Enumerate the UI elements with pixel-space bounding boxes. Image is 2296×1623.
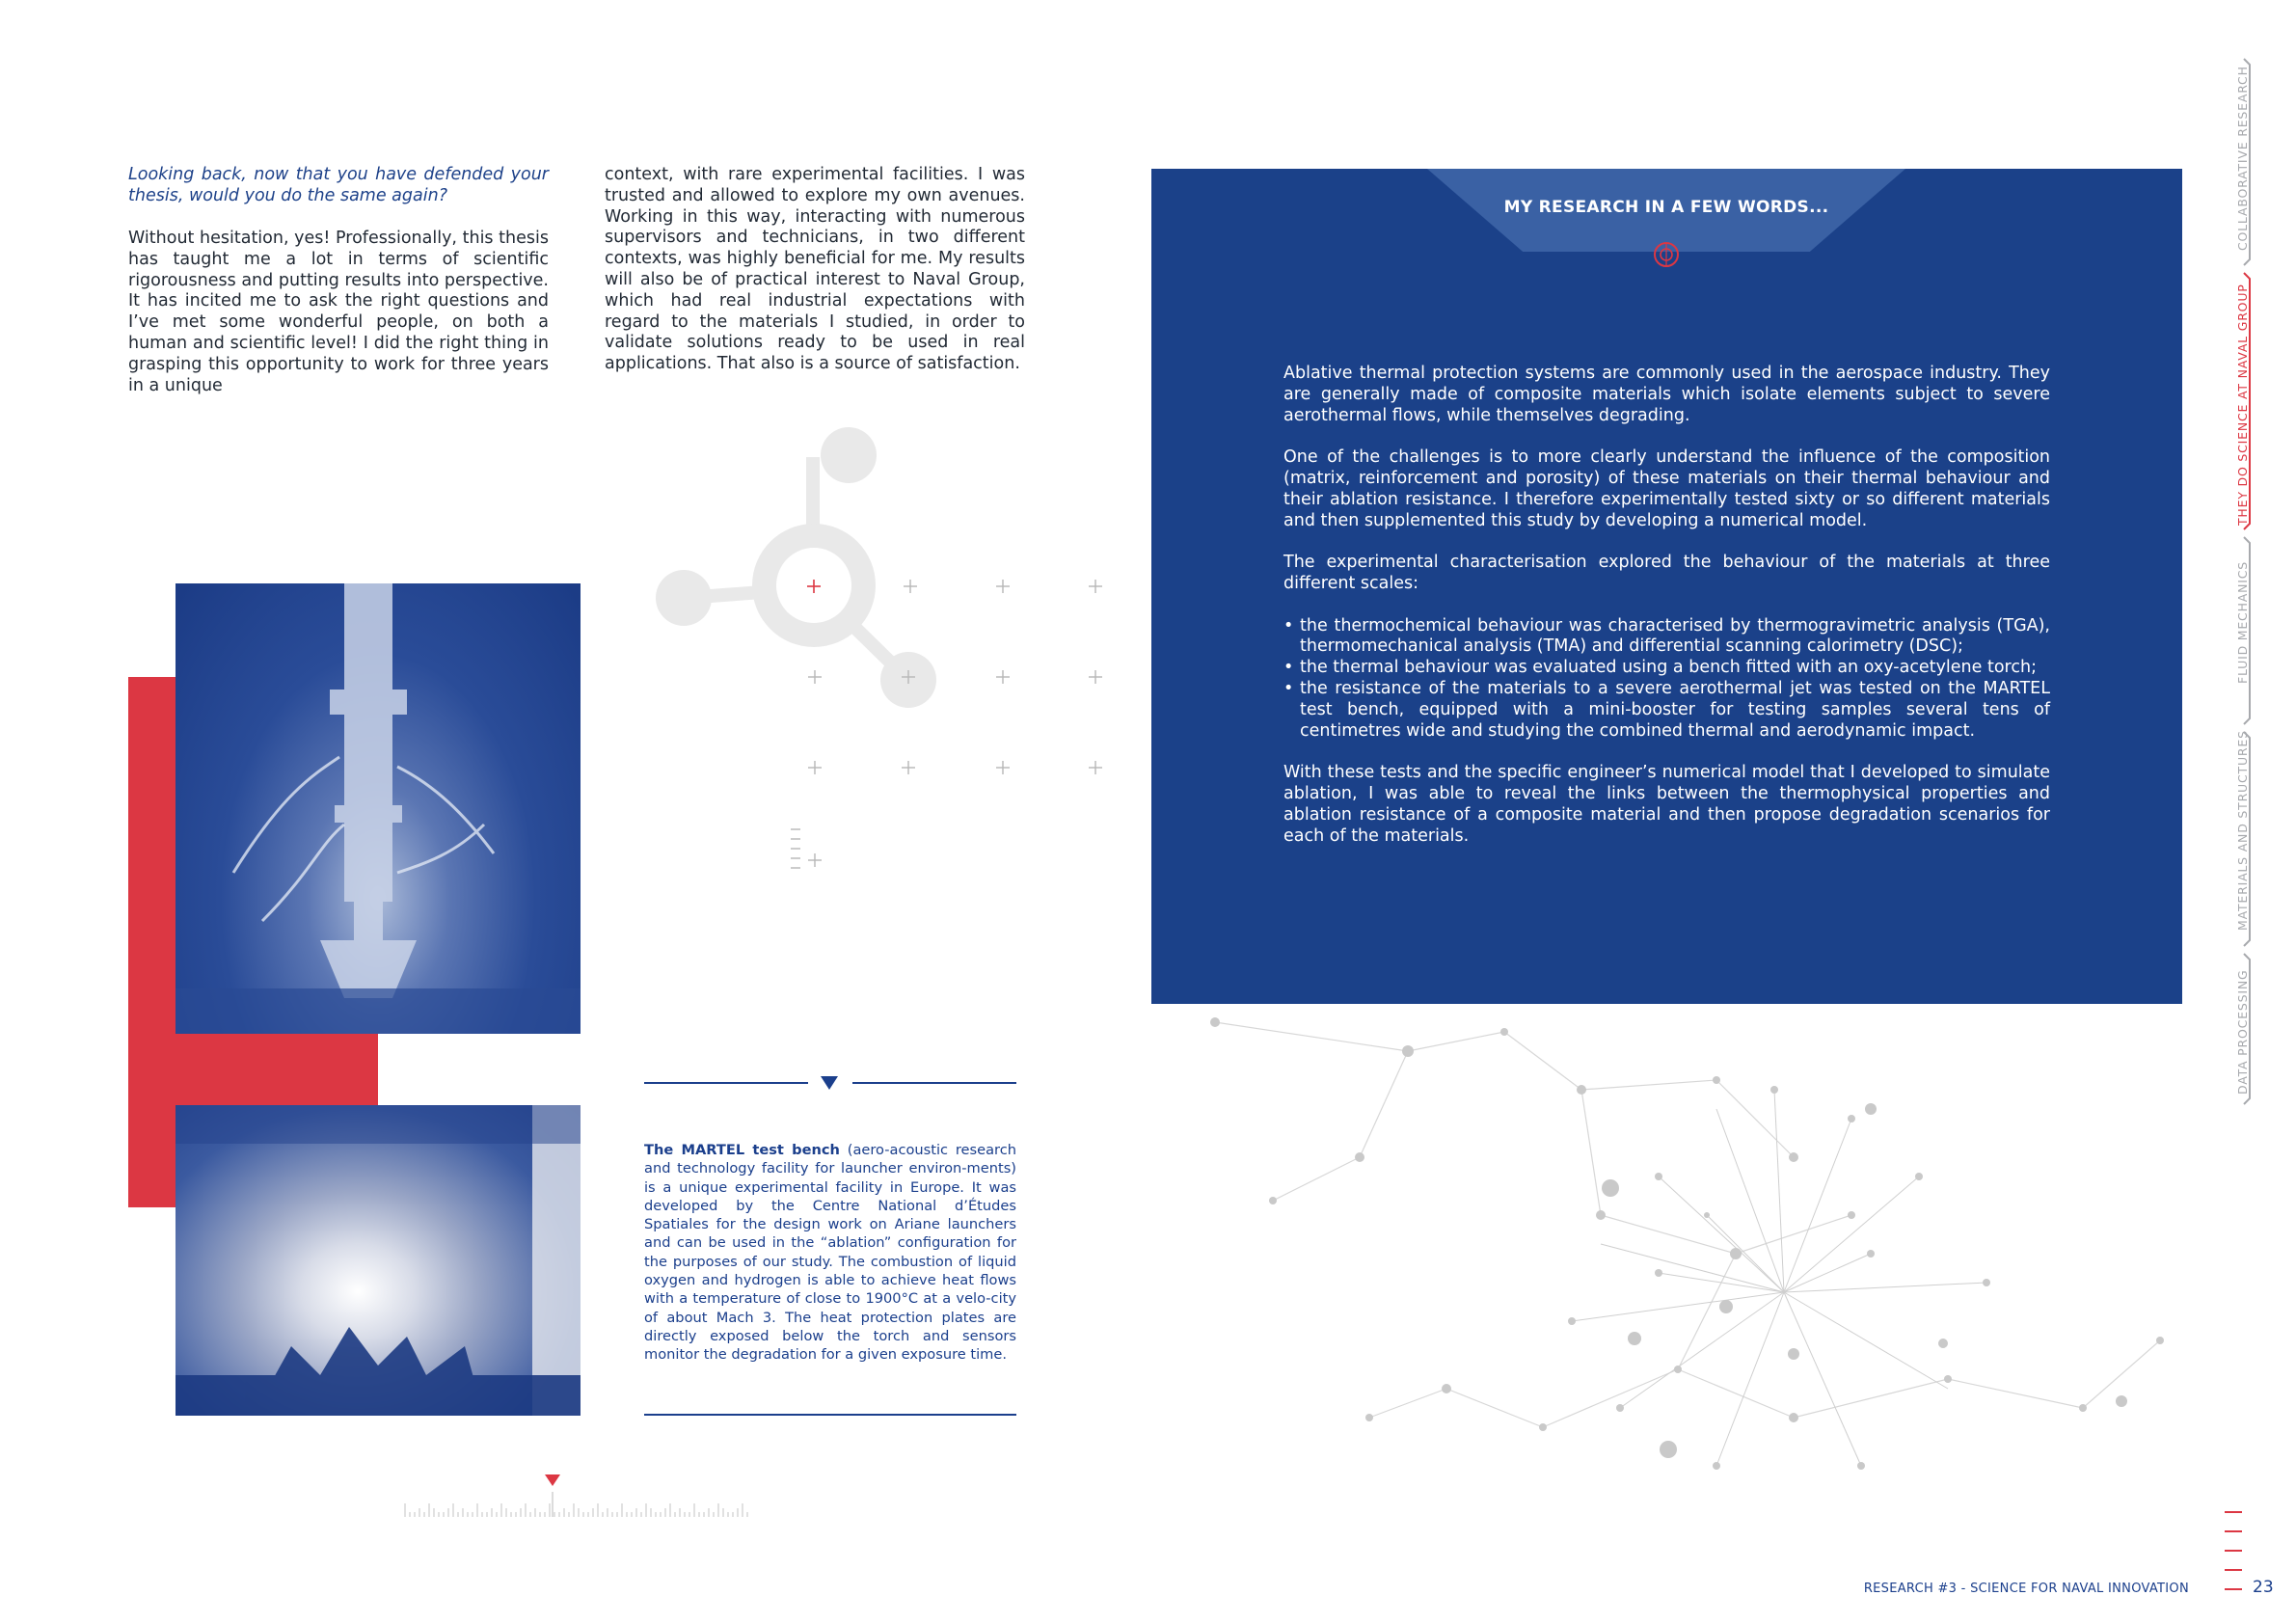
test-bench-photo (176, 583, 581, 1034)
footer-title: RESEARCH #3 - SCIENCE FOR NAVAL INNOVATION (1863, 1582, 2189, 1596)
list-item: • the thermal behaviour was evaluated using a bench fitted with an oxy-acetylene torch; (1283, 658, 2050, 679)
target-icon (1652, 240, 1681, 269)
footer-dashes (2223, 1509, 2246, 1592)
nav-item-they-do-science[interactable]: THEY DO SCIENCE AT NAVAL GROUP (2235, 284, 2250, 526)
nav-item-collaborative-research[interactable]: COLLABORATIVE RESEARCH (2235, 66, 2250, 251)
research-box-title: MY RESEARCH IN A FEW WORDS... (1503, 198, 1829, 217)
nav-item-fluid-mechanics[interactable]: FLUID MECHANICS (2235, 560, 2250, 684)
caption-bottom-rule (644, 1414, 1016, 1416)
list-item: • the thermochemical behaviour was characterised by thermogravimetric analysis (TGA), thermomechanical analysis (TMA) and differential scanning calorimetry (DSC); (1283, 616, 2050, 659)
research-paragraph-4: With these tests and the specific engineer’s numerical model that I developed to simulate ablation, I was able to reveal the links between the thermophysical properties and ablation resistance of a composite material and then propose degradation scenarios for each of the materials. (1283, 763, 2050, 846)
molecule-graphic (636, 415, 1119, 878)
research-paragraph-3: The experimental characterisation explored the behaviour of the materials at three different scales: (1283, 553, 2050, 593)
caption-title: The MARTEL test bench (644, 1142, 840, 1158)
list-item: • the resistance of the materials to a severe aerothermal jet was tested on the MARTEL test bench, equipped with a mini-booster for testing samples several tens of centimetres wide and studying the combined thermal and aerodynamic impact. (1283, 679, 2050, 742)
test-bench-illustration (176, 583, 581, 1034)
page-number: 23 (2253, 1578, 2274, 1597)
caption-top-rule-left (644, 1082, 808, 1084)
network-graphic (1119, 964, 2179, 1504)
research-box-body (1283, 364, 2050, 868)
triangle-down-icon (821, 1076, 838, 1090)
nav-item-data-processing[interactable]: DATA PROCESSING (2235, 969, 2250, 1095)
nav-item-materials-and-structures[interactable]: MATERIALS AND STRUCTURES (2235, 730, 2250, 931)
caption-top-rule-right (852, 1082, 1016, 1084)
research-paragraph-1: Ablative thermal protection systems are commonly used in the aerospace industry. They are generally made of composite materials which isolate elements subject to severe aerothermal flows, while themselves degrading. (1283, 364, 2050, 425)
ablation-jet-photo (176, 1105, 581, 1416)
martel-caption (644, 1141, 1016, 1365)
ruler-graphic (400, 1471, 757, 1519)
interview-question: Looking back, now that you have defended your thesis, would you do the same again? (128, 165, 549, 205)
research-paragraph-2: One of the challenges is to more clearly understand the influence of the composition (matrix, reinforcement and porosity) of these materials on their thermal behaviour and their ablation resistance. I therefore experimentally tested sixty or so different materials and then supplemented this study by developing a numerical model. (1283, 447, 2050, 530)
research-scales-list (1283, 616, 2050, 743)
ablation-jet-illustration (176, 1105, 581, 1416)
interview-answer-column-2: context, with rare experimental facilities. I was trusted and allowed to explore my own avenues. Working in this way, interacting with numerous supervisors and technicians, in two different contexts, was highly beneficial for me. My results will also be of practical interest to Naval Group, which had real industrial expectations with regard to the materials I studied, in order to validate solutions ready to be used in real applications. That also is a source of satisfaction. (605, 165, 1025, 374)
interview-answer-column-1: Without hesitation, yes! Professionally, this thesis has taught me a lot in terms of scientific rigorousness and putting results into perspective. It has incited me to ask the right questions and I’ve met some wonderful people, on both a human and scientific level! I did the right thing in grasping this opportunity to work for three years in a unique (128, 229, 549, 395)
caption-text: (aero-acoustic research and technology facility for launcher environ-ments) is a unique experimental facility in Europe. It was developed by the Centre National d’Études Spatiales for the design work on Ariane launchers and can be used in the “ablation” configuration for the purposes of our study. The combustion of liquid oxygen and hydrogen is able to achieve heat flows with a temperature of close to 1900°C at a velo-city of about Mach 3. The heat protection plates are directly exposed below the torch and sensors monitor the degradation for a given exposure time. (644, 1142, 1016, 1364)
